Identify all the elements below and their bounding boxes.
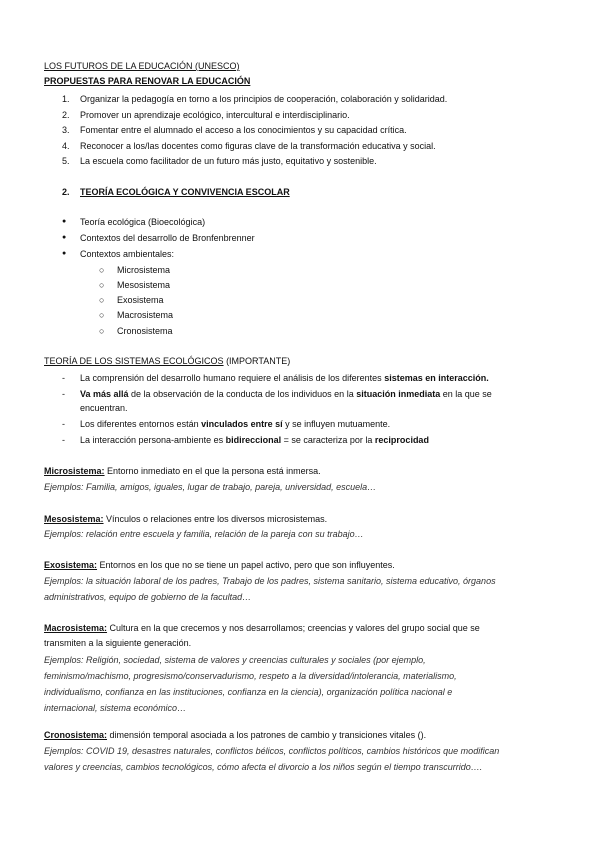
definition-example: Ejemplos: la situación laboral de los padres, Trabajo de los padres, sistema sanitario, sistema educativo, órganos [44, 576, 496, 586]
subbullet-icon: ○ [99, 280, 105, 290]
proposal-text: Promover un aprendizaje ecológico, intercultural e interdisciplinario. [80, 110, 350, 120]
definition-term: Mesosistema: [44, 514, 104, 524]
dash-item [80, 434, 429, 446]
definition-microsistema [44, 465, 321, 477]
bullet-text: Teoría ecológica (Bioecológica) [80, 217, 206, 227]
section-number: 2. [62, 187, 70, 197]
definition-macrosistema [44, 622, 480, 634]
subbullet-text: Exosistema [117, 295, 164, 305]
bullet-icon: ● [62, 218, 67, 225]
dash-item [80, 418, 390, 430]
subbullet-text: Microsistema [117, 265, 171, 275]
subbullet-icon: ○ [99, 326, 105, 336]
definition-text: Entornos en los que no se tiene un papel activo, pero que son influyentes. [97, 560, 395, 570]
subbullet-text: Macrosistema [117, 310, 174, 320]
definition-term: Exosistema: [44, 560, 98, 570]
proposal-number: 5. [62, 156, 70, 166]
definition-term: Macrosistema: [44, 623, 108, 633]
bold-text: Va más allá [80, 389, 129, 399]
text-run: La interacción persona-ambiente es [80, 435, 226, 445]
subbullet-text: Mesosistema [117, 280, 171, 290]
bold-text: situación inmediata [356, 389, 441, 399]
definition-text: Entorno inmediato en el que la persona está inmersa. [104, 466, 321, 476]
theory-title: TEORÍA DE LOS SISTEMAS ECOLÓGICOS [44, 356, 224, 366]
bold-text: vinculados entre sí [201, 419, 283, 429]
definition-example: internacional, sistema económico… [44, 703, 187, 713]
dash-marker: - [62, 373, 65, 383]
text-run: Los diferentes entornos están [80, 419, 202, 429]
proposal-text: Fomentar entre el alumnado el acceso a los conocimientos y su capacidad crítica. [80, 125, 407, 135]
proposal-number: 1. [62, 94, 70, 104]
definition-mesosistema [44, 513, 327, 525]
bold-text: reciprocidad [374, 435, 429, 445]
document-subtitle: PROPUESTAS PARA RENOVAR LA EDUCACIÓN [44, 76, 251, 86]
text-run: de la observación de la conducta de los individuos en la [128, 389, 357, 399]
proposal-text: Organizar la pedagogía en torno a los principios de cooperación, colaboración y solidaridad. [80, 94, 448, 104]
definition-example: Ejemplos: COVID 19, desastres naturales, conflictos bélicos, conflictos políticos, cambios históricos que modifican [44, 746, 500, 756]
definition-example: valores y creencias, cambios tecnológicos, cómo afecta el divorcio a los niños según el tiempo transcurrido…. [44, 762, 483, 772]
bullet-text: Contextos del desarrollo de Bronfenbrenner [80, 233, 255, 243]
definition-cronosistema [44, 729, 426, 741]
bullet-icon: ● [62, 234, 67, 241]
definition-term: Cronosistema: [44, 730, 108, 740]
definition-example: feminismo/machismo, progresismo/conservadurismo, respeto a la diversidad/intolerancia, materialismo, [44, 671, 457, 681]
proposal-number: 3. [62, 125, 70, 135]
theory-note: (IMPORTANTE) [226, 356, 291, 366]
dash-marker: - [62, 435, 65, 445]
dash-item-continuation: encuentran. [80, 403, 128, 413]
subbullet-icon: ○ [99, 310, 105, 320]
definition-example: Ejemplos: Religión, sociedad, sistema de valores y creencias culturales y sociales (por ejemplo, [44, 655, 426, 665]
section-heading: TEORÍA ECOLÓGICA Y CONVIVENCIA ESCOLAR [80, 187, 290, 197]
proposal-number: 2. [62, 110, 70, 120]
definition-exosistema [44, 559, 395, 571]
definition-example: Ejemplos: relación entre escuela y familia, relación de la pareja con su trabajo… [44, 529, 364, 539]
dash-item [80, 372, 489, 384]
subbullet-text: Cronosistema [117, 326, 173, 336]
definition-text: dimensión temporal asociada a los patrones de cambio y transiciones vitales (). [107, 730, 427, 740]
definition-text: Cultura en la que crecemos y nos desarrollamos; creencias y valores del grupo social que se [107, 623, 480, 633]
dash-marker: - [62, 389, 65, 399]
definition-text: Vínculos o relaciones entre los diversos microsistemas. [103, 514, 328, 524]
subbullet-icon: ○ [99, 295, 105, 305]
proposal-text: Reconocer a los/las docentes como figuras clave de la transformación educativa y social. [80, 141, 436, 151]
text-run: La comprensión del desarrollo humano requiere el análisis de los diferentes [80, 373, 385, 383]
bold-text: bidireccional [225, 435, 282, 445]
dash-item [80, 388, 492, 400]
proposal-text: La escuela como facilitador de un futuro más justo, equitativo y sostenible. [80, 156, 377, 166]
proposal-number: 4. [62, 141, 70, 151]
definition-text: transmiten a la siguiente generación. [44, 638, 192, 648]
definition-term: Microsistema: [44, 466, 105, 476]
definition-example: individualismo, confianza en las instituciones, confianza en la ciencia), organización política nacional e [44, 687, 453, 697]
text-run: = se caracteriza por la [281, 435, 375, 445]
text-run: y se influyen mutuamente. [282, 419, 391, 429]
document-title: LOS FUTUROS DE LA EDUCACIÓN (UNESCO) [44, 61, 240, 71]
theory-heading [44, 355, 290, 367]
dash-marker: - [62, 419, 65, 429]
subbullet-icon: ○ [99, 265, 105, 275]
definition-example: administrativos, equipo de gobierno de la facultad… [44, 592, 252, 602]
bullet-text: Contextos ambientales: [80, 249, 175, 259]
bold-text: sistemas en interacción. [384, 373, 489, 383]
bullet-icon: ● [62, 250, 67, 257]
definition-example: Ejemplos: Familia, amigos, iguales, lugar de trabajo, pareja, universidad, escuela… [44, 482, 377, 492]
text-run: en la que se [440, 389, 492, 399]
